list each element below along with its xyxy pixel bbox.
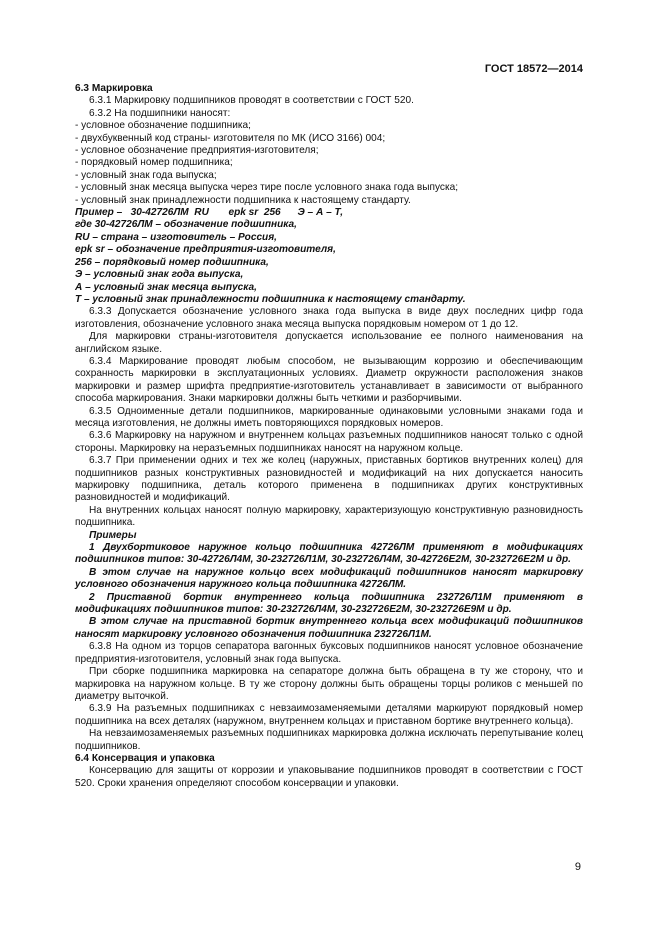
- paragraph: 6.3.3 Допускается обозначение условного знака года выпуска в виде двух последних цифр года изготовления, обозначение условного знака месяца выпуска порядковым номером от 1 до 12.: [75, 306, 586, 330]
- example-paragraph: Примеры: [89, 529, 137, 541]
- example-paragraph: Э – условный знак года выпуска,: [75, 269, 244, 281]
- example-paragraph: Т – условный знак принадлежности подшипника к настоящему стандарту.: [75, 293, 466, 305]
- paragraph: 6.3.6 Маркировку на наружном и внутреннем кольцах разъемных подшипников наносят только с одной стороны. Маркировку на неразъемных подшипниках наносят на наружном кольце.: [75, 430, 586, 454]
- section-heading: 6.4 Консервация и упаковка: [75, 752, 215, 764]
- paragraph: 6.3.1 Маркировку подшипников проводят в соответствии с ГОСТ 520.: [89, 95, 414, 107]
- page-number: 9: [574, 861, 581, 873]
- paragraph: - условный знак года выпуска;: [75, 169, 217, 181]
- paragraph: 6.3.7 При применении одних и тех же колец (наружных, приставных бортиков внутренних колец) для подшипников разных конструктивных разновидностей и модификаций на них допускается наносить маркировку подшипника, деталь которого применена в подшипниках других конструктивных разновидностей и модификаций.: [75, 455, 586, 504]
- paragraph: 6.3.9 На разъемных подшипниках с невзаимозаменяемыми деталями маркируют порядковый номер подшипника на всех деталях (наружном, внутреннем кольцах и приставном бортике внутреннего кольца).: [75, 703, 586, 727]
- example-paragraph: Пример – 30-42726ЛМ RU epk sr 256 Э – А – Т,: [75, 207, 344, 219]
- example-paragraph: А – условный знак месяца выпуска,: [75, 281, 257, 293]
- paragraph: Для маркировки страны-изготовителя допускается использование ее полного наименования на английском языке.: [75, 331, 586, 355]
- paragraph: На внутренних кольцах наносят полную маркировку, характеризующую конструктивную разновидность подшипника.: [75, 504, 586, 529]
- document-body: [75, 83, 586, 790]
- document-id: ГОСТ 18572—2014: [484, 63, 583, 75]
- example-paragraph: 1 Двухбортиковое наружное кольцо подшипника 42726ЛМ применяют в модификациях подшипников типов: 30-42726Л4М, 30-232726Л1М, 30-232726Л4М, 30-42726Е2М, 30-232726Е2М и др.: [75, 542, 586, 566]
- paragraph: - условный знак месяца выпуска через тире после условного знака года выпуска;: [75, 182, 459, 194]
- paragraph: - условный знак принадлежности подшипника к настоящему стандарту.: [75, 194, 411, 206]
- paragraph: Консервацию для защиты от коррозии и упаковывание подшипников проводят в соответствии с ГОСТ 520. Сроки хранения определяют способом консервации и упаковки.: [75, 765, 586, 789]
- paragraph: - условное обозначение подшипника;: [75, 120, 251, 132]
- paragraph: 6.3.4 Маркирование проводят любым способом, не вызывающим коррозию и обеспечивающим сохранность маркировки в эксплуатационных условиях. Диаметр окружности расположения знаков маркировки и размер шрифта предприятие-изготовитель устанавливает в зависимости от выбранного способа маркирования. Знаки маркировки должны быть четкими и разборчивыми.: [75, 355, 586, 405]
- paragraph: На невзаимозаменяемых разъемных подшипниках маркировка должна исключать перепутывание колец подшипников.: [75, 728, 586, 752]
- example-paragraph: В этом случае на наружное кольцо всех модификаций подшипников наносят маркировку условного обозначения наружного кольца подшипника 42726ЛМ.: [75, 566, 586, 591]
- paragraph: - порядковый номер подшипника;: [75, 157, 233, 169]
- section-heading: 6.3 Маркировка: [75, 83, 153, 94]
- paragraph: - двухбуквенный код страны- изготовителя по МК (ИСО 3166) 004;: [75, 132, 386, 144]
- paragraph: 6.3.8 На одном из торцов сепаратора вагонных буксовых подшипников наносят условное обозначение предприятия-изготовителя, условный знак года выпуска.: [75, 641, 586, 665]
- example-paragraph: 2 Приставной бортик внутреннего кольца подшипника 232726Л1М применяют в модификациях подшипников типов: 30-232726Л4М, 30-232726Е2М, 30-232726Е9М и др.: [75, 591, 586, 616]
- paragraph: 6.3.5 Одноименные детали подшипников, маркированные одинаковыми условными знаками года и месяца изготовления, не должны иметь повторяющихся порядковых номеров.: [75, 405, 586, 429]
- paragraph: - условное обозначение предприятия-изготовителя;: [75, 145, 319, 157]
- example-paragraph: 256 – порядковый номер подшипника,: [75, 256, 269, 268]
- example-paragraph: epk sr – обозначение предприятия-изготовителя,: [75, 244, 336, 256]
- example-paragraph: RU – страна – изготовитель – Россия,: [75, 231, 277, 243]
- example-paragraph: В этом случае на приставной бортик внутреннего кольца всех модификаций подшипников наносят маркировку условного обозначения подшипника 232726Л1М.: [75, 616, 586, 640]
- paragraph: 6.3.2 На подшипники наносят:: [89, 107, 231, 119]
- example-paragraph: где 30-42726ЛМ – обозначение подшипника,: [75, 219, 297, 231]
- paragraph: При сборке подшипника маркировка на сепараторе должна быть обращена в ту же сторону, что и маркировка на наружном кольце. В ту же сторону должны быть обращены торцы роликов с меньшей по диаметру выточкой.: [75, 666, 586, 702]
